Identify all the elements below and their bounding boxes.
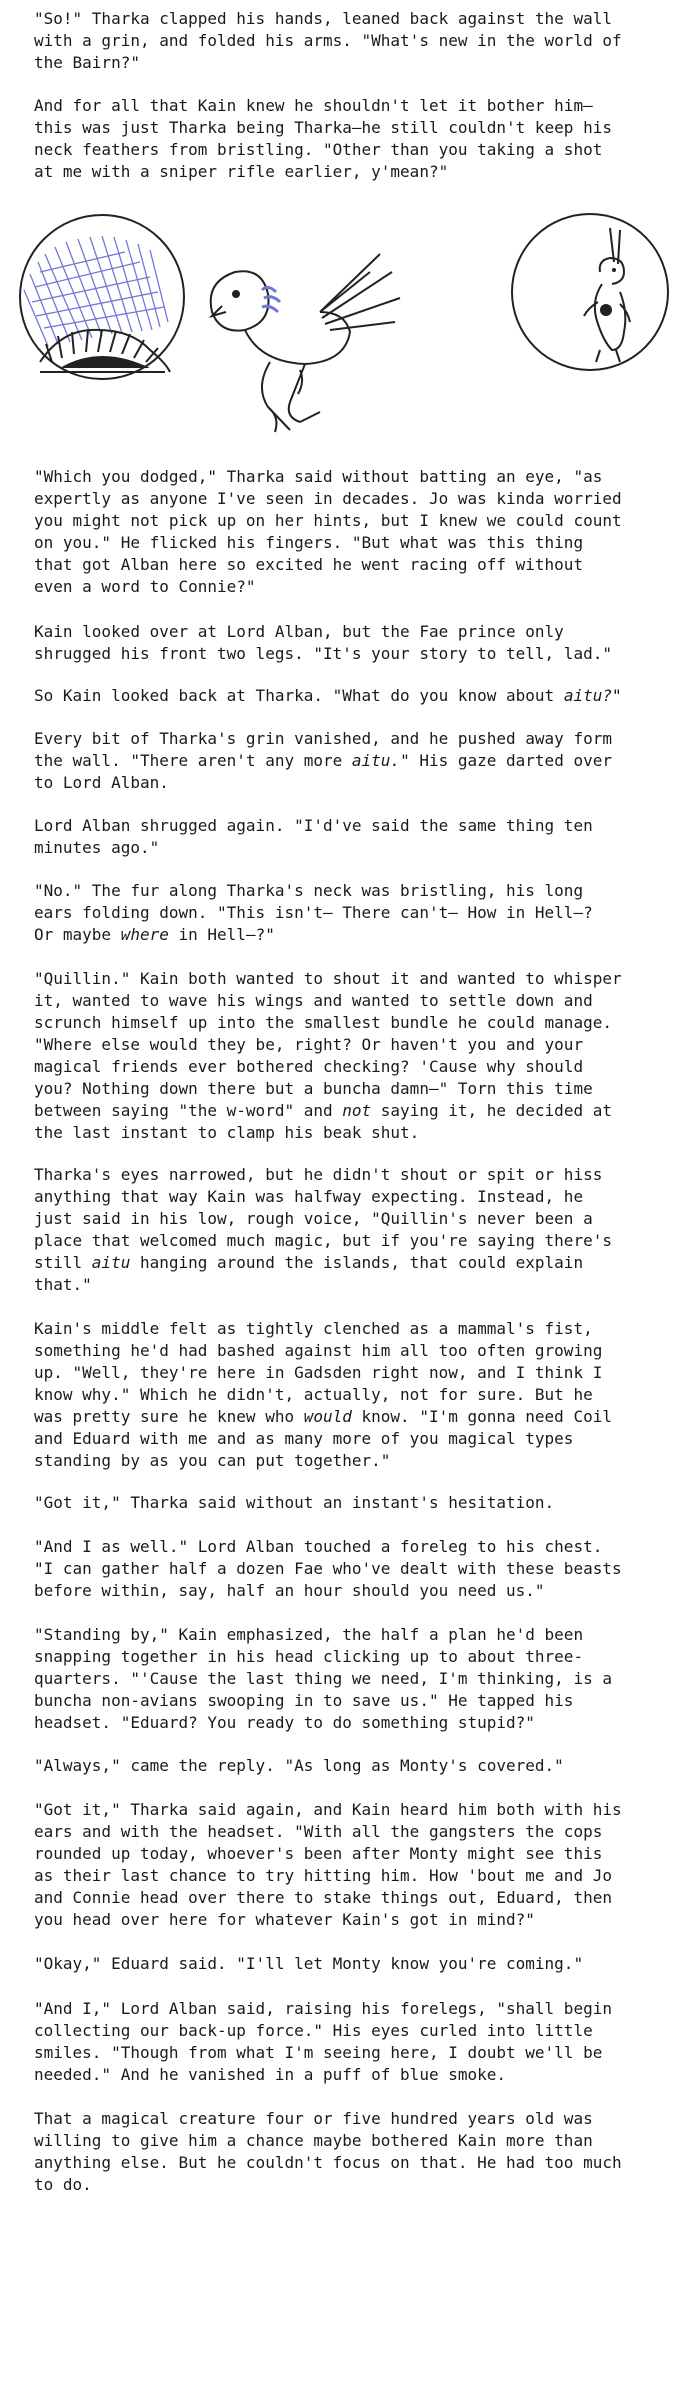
paragraph-5 bbox=[34, 685, 666, 707]
paragraph-text: in Hell—?" bbox=[168, 925, 275, 944]
paragraph-7 bbox=[34, 815, 666, 859]
paragraph-text: And for all that Kain knew he shouldn't let it bother him— this was just Tharka being Tharka—he still couldn't keep his neck feathers from bristling. "Other than you taking a shot at me with a sniper rifle earlier, y'mean?" bbox=[34, 96, 612, 181]
paragraph-6 bbox=[34, 728, 666, 794]
paragraph-1 bbox=[34, 8, 666, 74]
bird-creature-icon bbox=[211, 254, 400, 432]
paragraph-text: "Okay," Eduard said. "I'll let Monty know you're coming." bbox=[34, 1954, 584, 1973]
paragraph-text: "So!" Tharka clapped his hands, leaned back against the wall with a grin, and folded his arms. "What's new in the world of the Bairn?" bbox=[34, 9, 622, 72]
paragraph-text: "Standing by," Kain emphasized, the half a plan he'd been snapping together in his head clicking up to about three- quarters. "'Cause the last thing we need, I'm thinking, is a buncha non-avians swooping in to save us." He tapped his headset. "Eduard? You ready to do something stupid?" bbox=[34, 1625, 612, 1732]
paragraph-4 bbox=[34, 621, 666, 665]
paragraph-text: "And I," Lord Alban said, raising his forelegs, "shall begin collecting our back-up force." His eyes curled into little smiles. "Though from what I'm seeing here, I doubt we'll be needed." And he vanished in a puff of blue smoke. bbox=[34, 1999, 612, 2084]
paragraph-text: So Kain looked back at Tharka. "What do you know about bbox=[34, 686, 564, 705]
emphasis-aitu: aitu? bbox=[563, 686, 612, 705]
paragraph-text: "Always," came the reply. "As long as Monty's covered." bbox=[34, 1756, 564, 1775]
paragraph-text: " bbox=[611, 686, 622, 705]
emphasis-would: would bbox=[303, 1407, 352, 1426]
paragraph-12 bbox=[34, 1492, 666, 1514]
paragraph-text: "And I as well." Lord Alban touched a foreleg to his chest. "I can gather half a dozen Fae who've dealt with these beasts before within, say, half an hour should you need us." bbox=[34, 1537, 622, 1600]
paragraph-16 bbox=[34, 1799, 666, 1931]
paragraph-3 bbox=[34, 466, 666, 598]
paragraph-14 bbox=[34, 1624, 666, 1734]
paragraph-text: saying it, he decided at the last instant to clamp his beak shut. bbox=[34, 1101, 612, 1142]
paragraph-8 bbox=[34, 880, 666, 946]
emphasis-aitu: aitu bbox=[91, 1253, 131, 1272]
paragraph-text: "Which you dodged," Tharka said without batting an eye, "as expertly as anyone I've seen in decades. Jo was kinda worried you might not pick up on her hints, but I knew we could count on you." He flicked his fingers. "But what was this thing that got Alban here so excited he went racing off without even a word to Connie?" bbox=[34, 467, 622, 596]
paragraph-text: Every bit of Tharka's grin vanished, and he pushed away form the wall. "There aren't any more bbox=[34, 729, 612, 770]
paragraph-19 bbox=[34, 2108, 666, 2196]
paragraph-13 bbox=[34, 1536, 666, 1602]
paragraph-text: " His gaze darted over to Lord Alban. bbox=[34, 751, 612, 792]
hedgehog-portrait-icon bbox=[20, 215, 184, 379]
paragraph-9 bbox=[34, 968, 666, 1144]
emphasis-aitu: aitu. bbox=[351, 751, 401, 770]
paragraph-text: know. "I'm gonna need Coil and Eduard with me and as many more of you magical types standing by as you can put together." bbox=[34, 1407, 612, 1470]
paragraph-text: That a magical creature four or five hundred years old was willing to give him a chance maybe bothered Kain more than anything else. But he couldn't focus on that. He had too much to do. bbox=[34, 2109, 622, 2194]
paragraph-11 bbox=[34, 1318, 666, 1472]
emphasis-not: not bbox=[342, 1101, 372, 1120]
paragraph-text: "Quillin." Kain both wanted to shout it and wanted to whisper it, wanted to wave his wings and wanted to settle down and scrunch himself up into the smallest bundle he could manage. "Where else would they be, right? Or haven't you and your magical friends ever bothered checking? 'Cause why should you? Nothing down there but a buncha damn—" Torn this time between saying "the w-word" and bbox=[34, 969, 622, 1120]
paragraph-text: hanging around the islands, that could explain that." bbox=[34, 1253, 584, 1294]
paragraph-text: Tharka's eyes narrowed, but he didn't shout or spit or hiss anything that way Kain was halfway expecting. Instead, he just said in his low, rough voice, "Quillin's never been a place that welcomed much magic, but if you're saying there's still bbox=[34, 1165, 612, 1272]
paragraph-text: "No." The fur along Tharka's neck was bristling, his long ears folding down. "This isn't— There can't— How in Hell—? Or maybe bbox=[34, 881, 593, 944]
paragraph-text: "Got it," Tharka said without an instant's hesitation. bbox=[34, 1493, 555, 1512]
story-illustration bbox=[0, 212, 685, 452]
paragraph-15 bbox=[34, 1755, 666, 1777]
paragraph-2 bbox=[34, 95, 666, 183]
rabbit-figure-icon bbox=[512, 214, 668, 370]
paragraph-text: Kain looked over at Lord Alban, but the Fae prince only shrugged his front two legs. "It's your story to tell, lad." bbox=[34, 622, 612, 663]
paragraph-text: "Got it," Tharka said again, and Kain heard him both with his ears and with the headset. "With all the gangsters the cops rounded up today, whoever's been after Monty might see this as their last chance to try hitting him. How 'bout me and Jo and Connie head over there to stake things out, Eduard, then you head over here for whatever Kain's got in mind?" bbox=[34, 1800, 622, 1929]
paragraph-10 bbox=[34, 1164, 666, 1296]
emphasis-where: where bbox=[120, 925, 169, 944]
paragraph-text: Lord Alban shrugged again. "I'd've said the same thing ten minutes ago." bbox=[34, 816, 593, 857]
paragraph-text: Kain's middle felt as tightly clenched as a mammal's fist, something he'd had bashed against him all too often growing up. "Well, they're here in Gadsden right now, and I think I know why." Which he didn't, actually, not for sure. But he was pretty sure he knew who bbox=[34, 1319, 603, 1426]
paragraph-17 bbox=[34, 1953, 666, 1975]
paragraph-18 bbox=[34, 1998, 666, 2086]
